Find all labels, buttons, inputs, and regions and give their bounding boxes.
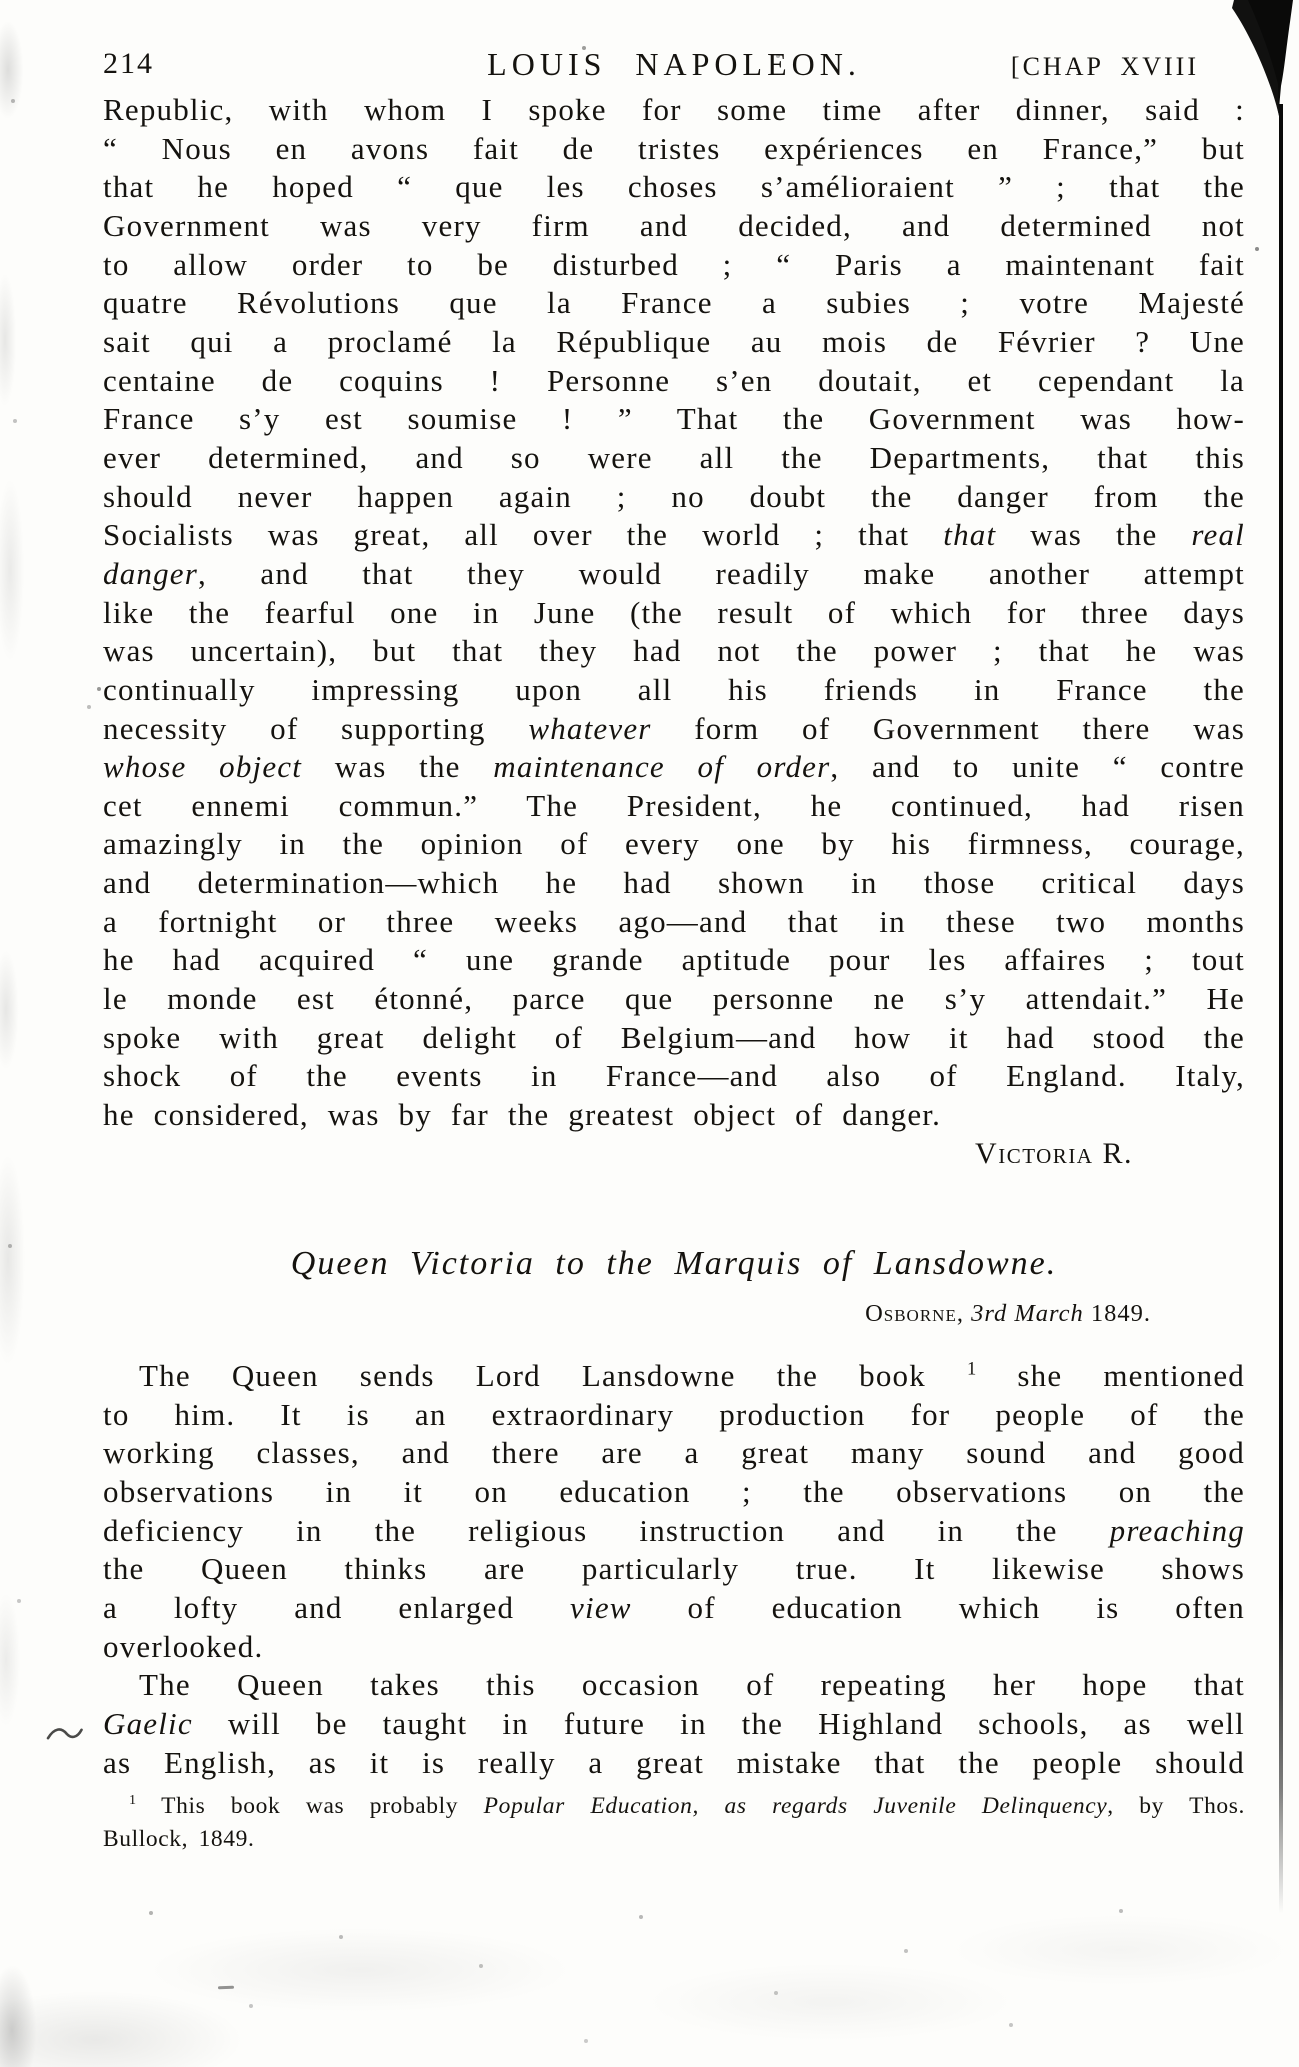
text-line (103, 362, 1245, 401)
text-segment: danger (103, 555, 199, 591)
text-line (103, 1357, 1245, 1396)
scan-ink-blob-artifact (1228, 0, 1299, 120)
pencil-dash-mark (218, 1986, 234, 1990)
text-segment: , and to unite “ contre (830, 749, 1246, 785)
text-segment: real (1191, 517, 1245, 553)
text-line (103, 555, 1245, 594)
text-segment: was the (302, 749, 494, 785)
text-segment: cet ennemi commun.” The President, he continued, had risen (103, 787, 1245, 823)
text-line (103, 1790, 1245, 1823)
tilde-squiggle (45, 1723, 84, 1748)
text-segment: Socialists was great, all over the world ; that (103, 517, 944, 553)
book-gutter-shadow (1279, 104, 1283, 1914)
text-segment: sait qui a proclamé la République au mois de Février ? Une (103, 323, 1245, 359)
text-line (103, 1434, 1245, 1473)
text-line (103, 284, 1245, 323)
text-line (103, 632, 1245, 671)
text-segment: of education which is often (631, 1589, 1245, 1625)
text-segment: shock of the events in France—and also of England. Italy, (103, 1058, 1245, 1094)
text-line (103, 594, 1245, 633)
text-segment: to him. It is an extraordinary production for people of the (103, 1396, 1245, 1432)
text-line (103, 246, 1245, 285)
text-segment: centaine de coquins ! Personne s’en doutait, et cependant la (103, 362, 1245, 398)
text-line (103, 1057, 1245, 1096)
letter-1-paragraph (103, 91, 1245, 1135)
text-segment: 1 (967, 1358, 977, 1380)
text-segment: whose object (103, 749, 303, 785)
text-line (103, 710, 1245, 749)
text-line (103, 941, 1245, 980)
text-line (103, 1744, 1245, 1783)
text-segment: that (943, 517, 997, 553)
text-line (103, 323, 1245, 362)
text-line (103, 671, 1245, 710)
text-segment: like the fearful one in June (the result of which for three days (103, 594, 1245, 630)
text-line (103, 980, 1245, 1019)
text-line (103, 787, 1245, 826)
text-segment: and determination—which he had shown in those critical days (103, 865, 1245, 901)
text-segment: a lofty and enlarged (103, 1589, 571, 1625)
text-segment: overlooked. (103, 1628, 264, 1664)
text-segment: a fortnight or three weeks ago—and that in these two months (103, 903, 1245, 939)
text-segment: The Queen sends Lord Lansdowne the book (139, 1358, 968, 1393)
text-segment: whatever (528, 710, 652, 746)
text-segment: to allow order to be disturbed ; “ Paris a maintenant fait (103, 246, 1245, 282)
text-line (103, 1550, 1245, 1589)
text-line (103, 439, 1245, 478)
text-segment: should never happen again ; no doubt the danger from the (103, 478, 1245, 514)
running-title: LOUIS NAPOLEON. (487, 46, 861, 82)
handwritten-tilde-mark (45, 1723, 85, 1753)
bottom-scan-noise (0, 1890, 1299, 2067)
letter-body-1 (103, 91, 1245, 1173)
left-margin-scan-noise (0, 0, 70, 2067)
text-segment: maintenance of order (493, 749, 831, 785)
ink-blob-shape (1228, 0, 1299, 120)
text-line (103, 1823, 1245, 1856)
text-line (103, 903, 1245, 942)
text-segment: was the (996, 517, 1192, 553)
text-segment: that he hoped “ que les choses s’amélioraient ” ; that the (103, 169, 1245, 205)
text-line (103, 91, 1245, 130)
text-segment: the Queen thinks are particularly true. It likewise shows (103, 1551, 1245, 1587)
text-line (103, 516, 1245, 555)
letter-heading: Queen Victoria to the Marquis of Lansdowne. (290, 1245, 1058, 1282)
text-line (103, 400, 1245, 439)
text-segment: continually impressing upon all his friends in France the (103, 671, 1245, 707)
text-line (103, 1396, 1245, 1435)
text-segment: This book was probably (136, 1793, 484, 1819)
text-segment: amazingly in the opinion of every one by his firmness, courage, (103, 826, 1245, 862)
text-segment: “ Nous en avons fait de tristes expériences en France,” but (103, 130, 1245, 166)
text-line (103, 478, 1245, 517)
text-line (103, 864, 1245, 903)
text-segment: he considered, was by far the greatest object of danger. (103, 1097, 942, 1133)
text-segment: Government was very firm and decided, and determined not (103, 207, 1245, 243)
text-segment: she mentioned (976, 1358, 1246, 1393)
text-segment: 3rd March (963, 1300, 1091, 1327)
text-segment: , and that they would readily make another attempt (198, 555, 1245, 591)
text-segment: was uncertain), but that they had not the power ; that he was (103, 633, 1245, 669)
text-line (103, 130, 1245, 169)
text-segment: necessity of supporting (103, 710, 529, 746)
text-segment: form of Government there was (651, 710, 1245, 746)
chapter-heading: [CHAP XVIII (1010, 52, 1199, 81)
text-line (103, 207, 1245, 246)
text-segment: working classes, and there are a great many sound and good (103, 1435, 1245, 1471)
footnote (103, 1790, 1245, 1856)
page-number: 214 (103, 47, 154, 80)
text-segment: as English, as it is really a great mistake that the people should (103, 1744, 1245, 1780)
text-segment: , by Thos. (1107, 1793, 1246, 1819)
text-segment: view (570, 1589, 632, 1625)
text-segment: le monde est étonné, parce que personne ne s’y attendait.” He (103, 981, 1245, 1017)
text-line (103, 1589, 1245, 1628)
text-segment: 1849. (1090, 1300, 1151, 1327)
text-segment: 1 (129, 1792, 137, 1809)
text-segment: The Queen takes this occasion of repeating her hope that (139, 1667, 1245, 1703)
page-header (103, 44, 1245, 86)
text-line (103, 1628, 1245, 1667)
text-segment: Osborne, (865, 1300, 964, 1327)
text-segment: spoke with great delight of Belgium—and how it had stood the (103, 1019, 1245, 1055)
dateline (103, 1299, 1245, 1329)
text-line (103, 168, 1245, 207)
text-segment: Bullock, 1849. (103, 1826, 255, 1852)
ink-specks (0, 0, 2, 2)
text-line (103, 1096, 1245, 1135)
text-line (103, 748, 1245, 787)
text-segment: Republic, with whom I spoke for some time after dinner, said : (103, 92, 1245, 127)
text-segment: Popular Education, as regards Juvenile Delinquency (483, 1793, 1108, 1819)
text-line (103, 825, 1245, 864)
letter-body-2 (103, 1357, 1245, 1782)
text-segment: he had acquired “ une grande aptitude pour les affaires ; tout (103, 942, 1245, 978)
text-segment: ever determined, and so were all the Departments, that this (103, 439, 1245, 475)
text-segment: will be taught in future in the Highland schools, as well (192, 1705, 1245, 1741)
text-segment: quatre Révolutions que la France a subies ; votre Majesté (103, 285, 1245, 321)
signature: Victoria R. (975, 1136, 1133, 1170)
text-segment: preaching (1109, 1512, 1245, 1548)
text-line (103, 1473, 1245, 1512)
text-line (103, 1512, 1245, 1551)
text-line (103, 1019, 1245, 1058)
text-line (103, 1705, 1245, 1744)
text-segment: observations in it on education ; the observations on the (103, 1473, 1245, 1509)
text-line (103, 1666, 1245, 1705)
text-segment: deficiency in the religious instruction and in the (103, 1512, 1110, 1548)
text-segment: France s’y est soumise ! ” That the Government was how- (103, 401, 1245, 437)
text-segment: Gaelic (103, 1705, 193, 1741)
